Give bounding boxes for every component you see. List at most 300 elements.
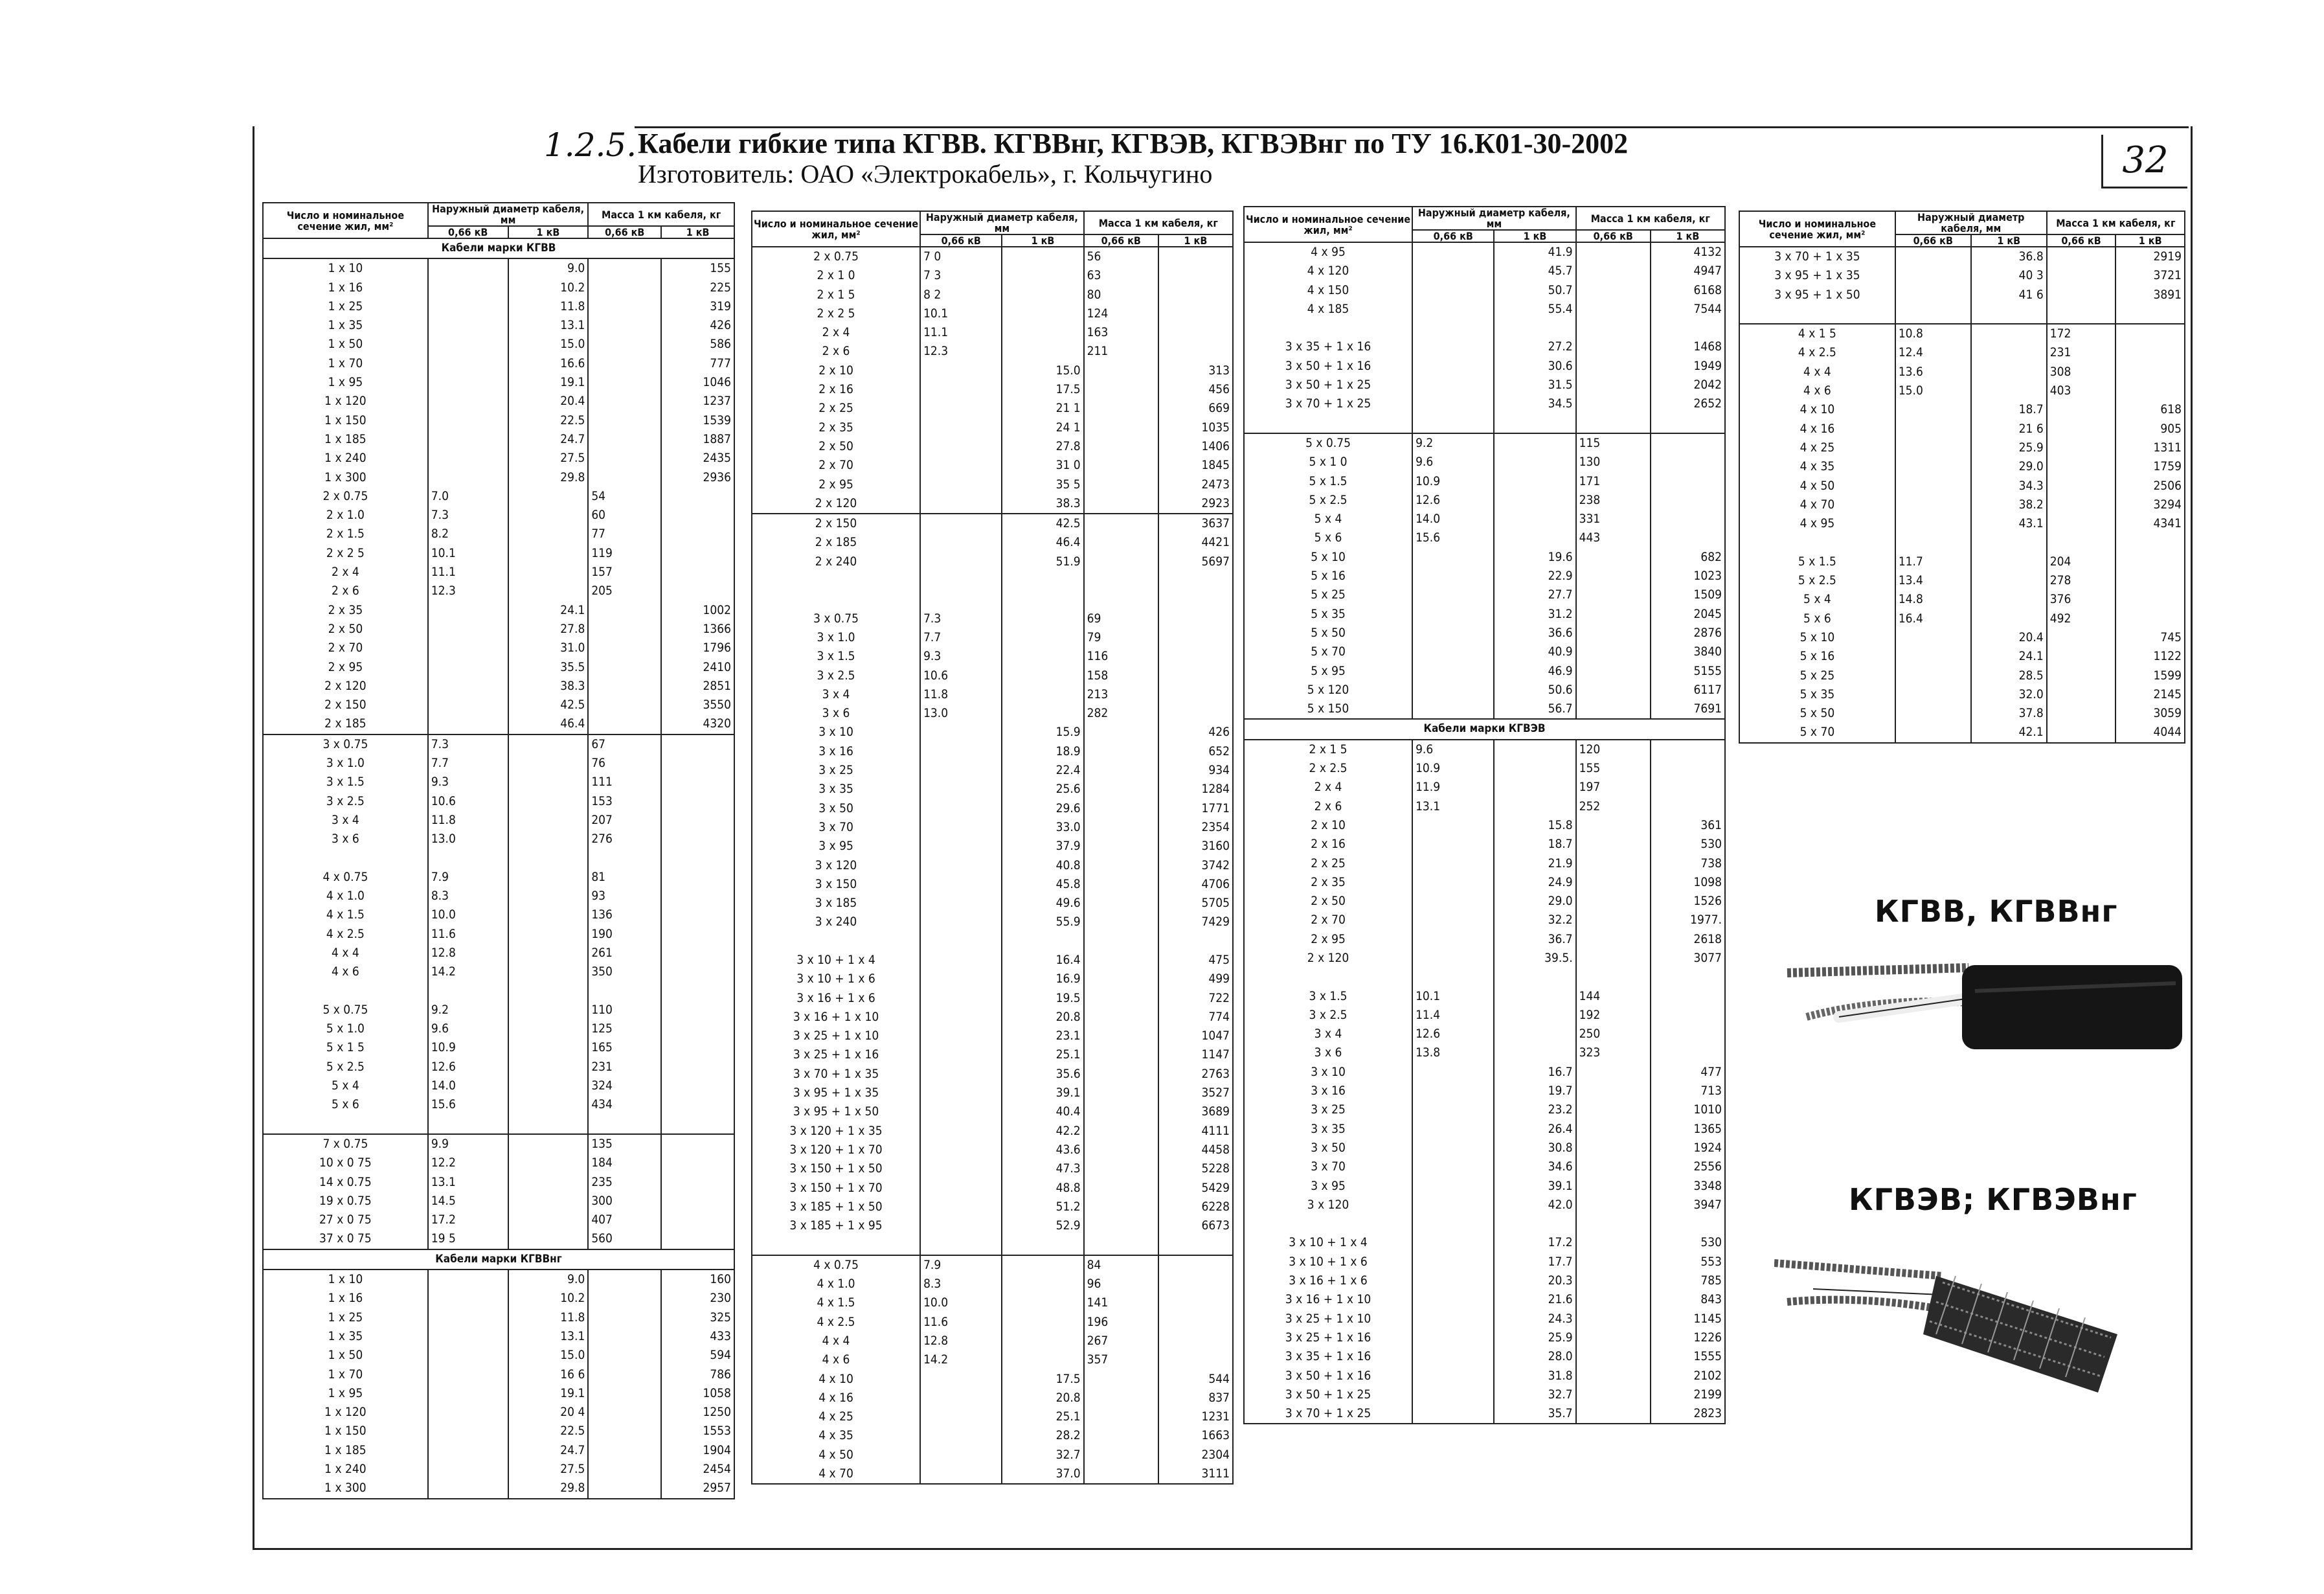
header-voltage: 1 кВ bbox=[1158, 234, 1233, 247]
table-row bbox=[263, 1095, 734, 1114]
mass-1kv-cell bbox=[2115, 609, 2185, 628]
diameter-1kv-cell bbox=[1002, 1255, 1083, 1275]
diameter-1kv-cell: 25.6 bbox=[1002, 780, 1083, 799]
cores-cell: 10 x 0 75 bbox=[263, 1154, 428, 1172]
mass-1kv-cell bbox=[1651, 968, 1725, 986]
kgvev-cable-image bbox=[1774, 1237, 2124, 1399]
diameter-1kv-cell bbox=[1494, 740, 1575, 759]
mass-1kv-cell bbox=[2115, 533, 2185, 552]
cores-cell: 5 x 35 bbox=[1244, 605, 1412, 624]
mass-066-cell: 403 bbox=[2047, 381, 2116, 400]
diameter-066-cell bbox=[1895, 477, 1971, 495]
diameter-1kv-cell: 36.6 bbox=[1494, 624, 1575, 643]
table-row bbox=[1244, 262, 1725, 280]
cores-cell: 5 x 6 bbox=[1739, 609, 1895, 628]
header-voltage: 1 кВ bbox=[508, 226, 589, 238]
mass-066-cell bbox=[588, 468, 661, 487]
table-row bbox=[263, 962, 734, 981]
diameter-066-cell bbox=[428, 639, 508, 657]
diameter-066-cell: 12.6 bbox=[1412, 1025, 1494, 1043]
table-row bbox=[263, 279, 734, 297]
mass-1kv-cell: 1663 bbox=[1158, 1426, 1233, 1445]
mass-066-cell bbox=[588, 373, 661, 392]
table-row bbox=[752, 380, 1233, 399]
table-row bbox=[263, 506, 734, 525]
diameter-066-cell bbox=[1412, 1404, 1494, 1424]
diameter-1kv-cell bbox=[1002, 286, 1083, 304]
diameter-066-cell: 9.6 bbox=[428, 1019, 508, 1038]
diameter-066-cell bbox=[428, 279, 508, 297]
diameter-066-cell bbox=[920, 1159, 1002, 1178]
mass-1kv-cell bbox=[2115, 381, 2185, 400]
diameter-066-cell: 12.3 bbox=[920, 342, 1002, 361]
diameter-1kv-cell: 52.9 bbox=[1002, 1216, 1083, 1235]
mass-066-cell: 135 bbox=[588, 1134, 661, 1154]
diameter-1kv-cell: 23.1 bbox=[1002, 1027, 1083, 1045]
mass-066-cell bbox=[588, 1460, 661, 1479]
cores-cell: 2 x 95 bbox=[752, 475, 920, 494]
diameter-066-cell bbox=[1412, 930, 1494, 949]
cores-cell: 2 x 2.5 bbox=[1244, 759, 1412, 778]
mass-066-cell bbox=[1576, 854, 1651, 873]
diameter-066-cell: 10.0 bbox=[920, 1293, 1002, 1312]
mass-066-cell bbox=[1084, 514, 1158, 533]
table-row bbox=[752, 342, 1233, 361]
mass-066-cell bbox=[588, 1479, 661, 1498]
cores-cell: 1 x 50 bbox=[263, 335, 428, 354]
cores-cell: 4 x 50 bbox=[1739, 477, 1895, 495]
table-row bbox=[1244, 510, 1725, 529]
diameter-066-cell bbox=[428, 849, 508, 868]
cores-cell: 5 x 16 bbox=[1244, 567, 1412, 586]
cores-cell: 3 x 70 + 1 x 35 bbox=[752, 1065, 920, 1084]
cores-cell: 3 x 25 bbox=[1244, 1100, 1412, 1119]
cores-cell: 2 x 70 bbox=[752, 456, 920, 475]
cores-cell bbox=[1244, 1214, 1412, 1233]
diameter-1kv-cell: 45.7 bbox=[1494, 262, 1575, 280]
mass-066-cell bbox=[1576, 262, 1651, 280]
diameter-066-cell bbox=[920, 1045, 1002, 1064]
table-row bbox=[263, 1019, 734, 1038]
diameter-066-cell bbox=[1412, 586, 1494, 604]
mass-1kv-cell bbox=[1651, 472, 1725, 491]
mass-066-cell: 77 bbox=[588, 525, 661, 543]
mass-066-cell bbox=[1576, 1271, 1651, 1290]
diameter-1kv-cell: 15.0 bbox=[1002, 361, 1083, 380]
diameter-066-cell: 7.3 bbox=[428, 506, 508, 525]
table-row bbox=[263, 354, 734, 373]
mass-066-cell bbox=[1576, 1328, 1651, 1347]
diameter-1kv-cell: 13.1 bbox=[508, 1327, 589, 1346]
cores-cell: 3 x 95 + 1 x 50 bbox=[752, 1102, 920, 1121]
cores-cell: 4 x 25 bbox=[1739, 438, 1895, 457]
mass-1kv-cell: 934 bbox=[1158, 761, 1233, 780]
cores-cell: 2 x 4 bbox=[1244, 778, 1412, 797]
cores-cell: 3 x 240 bbox=[752, 913, 920, 931]
mass-066-cell: 115 bbox=[1576, 433, 1651, 453]
mass-066-cell: 63 bbox=[1084, 266, 1158, 285]
diameter-1kv-cell: 42.5 bbox=[508, 696, 589, 714]
cores-cell bbox=[263, 982, 428, 1001]
diameter-1kv-cell bbox=[1002, 1313, 1083, 1332]
table-row bbox=[1244, 1404, 1725, 1424]
diameter-1kv-cell: 24.7 bbox=[508, 1441, 589, 1460]
mass-066-cell bbox=[1576, 1139, 1651, 1157]
mass-1kv-cell bbox=[661, 525, 734, 543]
cable-table-2 bbox=[751, 211, 1234, 1485]
table-row bbox=[1739, 457, 2185, 476]
mass-1kv-cell: 594 bbox=[661, 1346, 734, 1365]
cores-cell: 3 x 150 + 1 x 50 bbox=[752, 1159, 920, 1178]
table-row bbox=[1739, 363, 2185, 381]
table-row bbox=[1244, 1120, 1725, 1139]
mass-066-cell bbox=[1084, 951, 1158, 970]
table-row bbox=[1244, 911, 1725, 929]
diameter-066-cell bbox=[1412, 1271, 1494, 1290]
mass-1kv-cell: 6117 bbox=[1651, 681, 1725, 700]
diameter-066-cell: 7.3 bbox=[428, 734, 508, 754]
cores-cell: 3 x 25 + 1 x 16 bbox=[1244, 1328, 1412, 1347]
cores-cell: 5 x 10 bbox=[1244, 548, 1412, 567]
diameter-066-cell: 12.3 bbox=[428, 582, 508, 600]
mass-066-cell bbox=[2047, 723, 2116, 742]
diameter-1kv-cell: 21.6 bbox=[1494, 1290, 1575, 1309]
mass-066-cell bbox=[588, 1270, 661, 1289]
cores-cell: 3 x 2.5 bbox=[1244, 1006, 1412, 1025]
diameter-066-cell: 9.6 bbox=[1412, 453, 1494, 472]
table-row bbox=[1739, 247, 2185, 266]
mass-1kv-cell: 4111 bbox=[1158, 1122, 1233, 1141]
cores-cell: 2 x 50 bbox=[1244, 892, 1412, 911]
diameter-066-cell bbox=[1895, 266, 1971, 285]
table-row bbox=[1244, 1006, 1725, 1025]
table-row bbox=[1739, 552, 2185, 571]
table-row bbox=[1244, 1253, 1725, 1271]
diameter-066-cell bbox=[920, 1027, 1002, 1045]
table-row bbox=[1739, 477, 2185, 495]
cores-cell: 4 x 6 bbox=[752, 1350, 920, 1369]
diameter-1kv-cell bbox=[1971, 343, 2047, 362]
mass-1kv-cell bbox=[1158, 704, 1233, 723]
mass-066-cell bbox=[1084, 475, 1158, 494]
mass-1kv-cell: 7429 bbox=[1158, 913, 1233, 931]
diameter-066-cell bbox=[1895, 685, 1971, 704]
diameter-1kv-cell: 20.4 bbox=[508, 392, 589, 411]
diameter-066-cell bbox=[1412, 1347, 1494, 1366]
diameter-066-cell: 10.8 bbox=[1895, 324, 1971, 343]
cores-cell: 1 x 16 bbox=[263, 279, 428, 297]
mass-066-cell: 492 bbox=[2047, 609, 2116, 628]
table-row bbox=[752, 475, 1233, 494]
diameter-066-cell: 8.3 bbox=[428, 887, 508, 905]
cores-cell: 3 x 16 bbox=[1244, 1082, 1412, 1100]
mass-066-cell: 110 bbox=[588, 1001, 661, 1019]
diameter-1kv-cell: 38.3 bbox=[1002, 494, 1083, 514]
mass-066-cell bbox=[1084, 1141, 1158, 1159]
diameter-1kv-cell: 20.4 bbox=[1971, 628, 2047, 647]
diameter-1kv-cell: 24.1 bbox=[1971, 647, 2047, 666]
diameter-1kv-cell: 29.0 bbox=[1494, 892, 1575, 911]
diameter-066-cell bbox=[920, 989, 1002, 1008]
diameter-1kv-cell bbox=[1971, 590, 2047, 609]
diameter-066-cell bbox=[1412, 1120, 1494, 1139]
diameter-1kv-cell: 31.5 bbox=[1494, 376, 1575, 394]
mass-1kv-cell: 1539 bbox=[661, 411, 734, 430]
table-row bbox=[1244, 1196, 1725, 1214]
diameter-066-cell: 10.9 bbox=[428, 1038, 508, 1057]
diameter-066-cell bbox=[428, 1384, 508, 1403]
diameter-066-cell bbox=[920, 1389, 1002, 1407]
diameter-066-cell bbox=[1412, 854, 1494, 873]
mass-1kv-cell: 2145 bbox=[2115, 685, 2185, 704]
diameter-066-cell: 9.9 bbox=[428, 1134, 508, 1154]
diameter-066-cell bbox=[920, 875, 1002, 894]
table-row bbox=[752, 704, 1233, 723]
table-row bbox=[263, 525, 734, 543]
cores-cell bbox=[263, 849, 428, 868]
table-row bbox=[1244, 1157, 1725, 1176]
diameter-066-cell bbox=[1412, 414, 1494, 433]
mass-1kv-cell: 530 bbox=[1651, 835, 1725, 854]
mass-1kv-cell bbox=[1651, 1214, 1725, 1233]
table-row bbox=[1244, 281, 1725, 300]
mass-1kv-cell bbox=[1651, 491, 1725, 510]
table-row bbox=[263, 868, 734, 887]
diameter-066-cell: 11.1 bbox=[428, 563, 508, 582]
table-row bbox=[1244, 414, 1725, 433]
diameter-1kv-cell bbox=[1002, 932, 1083, 951]
mass-066-cell bbox=[1084, 1008, 1158, 1027]
table-row bbox=[1739, 286, 2185, 304]
diameter-1kv-cell bbox=[1002, 1350, 1083, 1369]
cores-cell: 5 x 50 bbox=[1739, 704, 1895, 723]
diameter-1kv-cell: 46.9 bbox=[1494, 662, 1575, 681]
mass-066-cell bbox=[1576, 700, 1651, 719]
mass-066-cell bbox=[588, 392, 661, 411]
mass-1kv-cell: 745 bbox=[2115, 628, 2185, 647]
subsection-title: Кабели марки КГВЭВ bbox=[1244, 719, 1725, 739]
cores-cell: 3 x 150 bbox=[752, 875, 920, 894]
table-row bbox=[263, 1270, 734, 1289]
header-cores: Число и номинальное сечение жил, мм² bbox=[752, 211, 920, 247]
table-row bbox=[263, 1115, 734, 1134]
diameter-066-cell: 13.4 bbox=[1895, 571, 1971, 590]
diameter-1kv-cell: 16.4 bbox=[1002, 951, 1083, 970]
diameter-1kv-cell bbox=[508, 792, 589, 811]
diameter-066-cell bbox=[428, 392, 508, 411]
cores-cell: 2 x 16 bbox=[752, 380, 920, 399]
table-row bbox=[1739, 438, 2185, 457]
diameter-1kv-cell: 24.9 bbox=[1494, 873, 1575, 892]
mass-066-cell bbox=[1576, 835, 1651, 854]
diameter-066-cell bbox=[1895, 304, 1971, 324]
cores-cell: 3 x 185 + 1 x 50 bbox=[752, 1198, 920, 1216]
diameter-1kv-cell: 38.3 bbox=[508, 677, 589, 696]
mass-066-cell bbox=[2047, 477, 2116, 495]
diameter-1kv-cell: 37.9 bbox=[1002, 837, 1083, 856]
diameter-066-cell: 8 2 bbox=[920, 286, 1002, 304]
mass-066-cell bbox=[1084, 361, 1158, 380]
mass-1kv-cell: 475 bbox=[1158, 951, 1233, 970]
table-row bbox=[1244, 1233, 1725, 1252]
diameter-1kv-cell bbox=[1002, 704, 1083, 723]
table-row bbox=[1244, 472, 1725, 491]
table-row bbox=[752, 685, 1233, 704]
mass-1kv-cell bbox=[2115, 343, 2185, 362]
cores-cell: 4 x 2.5 bbox=[752, 1313, 920, 1332]
mass-066-cell bbox=[588, 601, 661, 620]
diameter-1kv-cell: 35.5 bbox=[508, 658, 589, 677]
cores-cell: 14 x 0.75 bbox=[263, 1173, 428, 1192]
diameter-066-cell bbox=[428, 677, 508, 696]
table-row bbox=[752, 894, 1233, 913]
table-row bbox=[263, 1384, 734, 1403]
cores-cell: 1 x 300 bbox=[263, 1479, 428, 1498]
mass-066-cell bbox=[1084, 894, 1158, 913]
diameter-1kv-cell: 34.5 bbox=[1494, 394, 1575, 413]
mass-1kv-cell: 586 bbox=[661, 335, 734, 354]
header-cores: Число и номинальное сечение жил, мм² bbox=[1739, 211, 1895, 247]
diameter-066-cell bbox=[1412, 873, 1494, 892]
table-row bbox=[1244, 605, 1725, 624]
mass-066-cell bbox=[1084, 856, 1158, 875]
diameter-066-cell bbox=[920, 380, 1002, 399]
cores-cell: 1 x 150 bbox=[263, 1422, 428, 1440]
mass-1kv-cell bbox=[661, 1154, 734, 1172]
mass-066-cell: 192 bbox=[1576, 1006, 1651, 1025]
mass-1kv-cell: 530 bbox=[1651, 1233, 1725, 1252]
mass-1kv-cell bbox=[661, 1019, 734, 1038]
cores-cell: 5 x 1.0 bbox=[263, 1019, 428, 1038]
table-row bbox=[752, 1426, 1233, 1445]
mass-1kv-cell bbox=[661, 582, 734, 600]
table-row bbox=[1739, 266, 2185, 285]
mass-066-cell bbox=[1084, 761, 1158, 780]
mass-066-cell bbox=[1576, 892, 1651, 911]
mass-1kv-cell: 4044 bbox=[2115, 723, 2185, 742]
mass-1kv-cell: 1887 bbox=[661, 430, 734, 449]
mass-066-cell: 54 bbox=[588, 487, 661, 506]
mass-1kv-cell bbox=[1651, 740, 1725, 759]
table-row bbox=[263, 734, 734, 754]
cores-cell bbox=[752, 1235, 920, 1255]
table-row bbox=[1244, 319, 1725, 337]
mass-066-cell: 157 bbox=[588, 563, 661, 582]
cores-cell: 5 x 150 bbox=[1244, 700, 1412, 719]
cable-data-table bbox=[1739, 211, 2185, 744]
diameter-066-cell: 14.8 bbox=[1895, 590, 1971, 609]
cores-cell: 1 x 120 bbox=[263, 1403, 428, 1422]
diameter-066-cell bbox=[920, 913, 1002, 931]
cores-cell: 5 x 1 0 bbox=[1244, 453, 1412, 472]
diameter-1kv-cell: 36.7 bbox=[1494, 930, 1575, 949]
diameter-1kv-cell bbox=[1494, 491, 1575, 510]
table-row bbox=[263, 392, 734, 411]
cores-cell: 5 x 95 bbox=[1244, 662, 1412, 681]
mass-066-cell bbox=[588, 1115, 661, 1134]
cores-cell: 4 x 6 bbox=[1739, 381, 1895, 400]
mass-1kv-cell bbox=[1158, 266, 1233, 285]
table-row bbox=[263, 411, 734, 430]
cores-cell: 5 x 50 bbox=[1244, 624, 1412, 643]
mass-1kv-cell: 2454 bbox=[661, 1460, 734, 1479]
table-row bbox=[752, 1255, 1233, 1275]
table-row bbox=[1739, 590, 2185, 609]
mass-1kv-cell: 2876 bbox=[1651, 624, 1725, 643]
diameter-066-cell bbox=[1895, 438, 1971, 457]
diameter-066-cell bbox=[1412, 643, 1494, 661]
cores-cell: 5 x 25 bbox=[1739, 666, 1895, 685]
cable-data-table bbox=[751, 211, 1234, 1485]
diameter-066-cell bbox=[1895, 247, 1971, 266]
diameter-1kv-cell bbox=[1002, 590, 1083, 609]
diameter-066-cell: 14.5 bbox=[428, 1192, 508, 1211]
table-row bbox=[263, 487, 734, 506]
mass-1kv-cell: 155 bbox=[661, 258, 734, 278]
diameter-066-cell bbox=[1412, 357, 1494, 376]
diameter-1kv-cell bbox=[1002, 1235, 1083, 1255]
diameter-066-cell bbox=[1412, 337, 1494, 356]
diameter-066-cell bbox=[1895, 723, 1971, 742]
cores-cell: 3 x 10 + 1 x 4 bbox=[1244, 1233, 1412, 1252]
cores-cell: 1 x 50 bbox=[263, 1346, 428, 1365]
mass-066-cell bbox=[2047, 457, 2116, 476]
cores-cell: 2 x 10 bbox=[1244, 816, 1412, 835]
diameter-1kv-cell: 18.9 bbox=[1002, 742, 1083, 761]
diameter-066-cell bbox=[920, 399, 1002, 418]
mass-066-cell: 141 bbox=[1084, 1293, 1158, 1312]
mass-066-cell bbox=[1084, 590, 1158, 609]
mass-1kv-cell bbox=[1651, 529, 1725, 547]
mass-066-cell: 172 bbox=[2047, 324, 2116, 343]
table-row bbox=[263, 1038, 734, 1057]
mass-1kv-cell bbox=[661, 1211, 734, 1229]
mass-066-cell bbox=[1084, 533, 1158, 552]
mass-1kv-cell bbox=[1158, 647, 1233, 666]
diameter-066-cell bbox=[428, 658, 508, 677]
mass-1kv-cell bbox=[661, 506, 734, 525]
mass-066-cell bbox=[1084, 913, 1158, 931]
mass-066-cell bbox=[1576, 968, 1651, 986]
mass-1kv-cell: 2923 bbox=[1158, 494, 1233, 514]
diameter-1kv-cell: 15.8 bbox=[1494, 816, 1575, 835]
mass-066-cell bbox=[588, 430, 661, 449]
table-row bbox=[752, 361, 1233, 380]
table-row bbox=[263, 905, 734, 924]
mass-066-cell bbox=[588, 696, 661, 714]
mass-066-cell: 79 bbox=[1084, 628, 1158, 647]
diameter-066-cell: 11.1 bbox=[920, 323, 1002, 342]
mass-1kv-cell: 553 bbox=[1651, 1253, 1725, 1271]
mass-1kv-cell: 1406 bbox=[1158, 437, 1233, 456]
mass-066-cell bbox=[1084, 1216, 1158, 1235]
table-row bbox=[752, 456, 1233, 475]
table-row bbox=[1244, 1271, 1725, 1290]
mass-066-cell: 116 bbox=[1084, 647, 1158, 666]
table-row bbox=[752, 533, 1233, 552]
table-row bbox=[752, 1198, 1233, 1216]
diameter-1kv-cell: 40.9 bbox=[1494, 643, 1575, 661]
mass-066-cell: 69 bbox=[1084, 609, 1158, 628]
table-row bbox=[1244, 759, 1725, 778]
cores-cell: 4 x 1.0 bbox=[263, 887, 428, 905]
diameter-1kv-cell: 19.7 bbox=[1494, 1082, 1575, 1100]
table-row bbox=[752, 1084, 1233, 1102]
mass-1kv-cell: 3059 bbox=[2115, 704, 2185, 723]
cores-cell: 3 x 16 + 1 x 10 bbox=[752, 1008, 920, 1027]
table-row bbox=[263, 316, 734, 335]
diameter-066-cell bbox=[428, 1403, 508, 1422]
